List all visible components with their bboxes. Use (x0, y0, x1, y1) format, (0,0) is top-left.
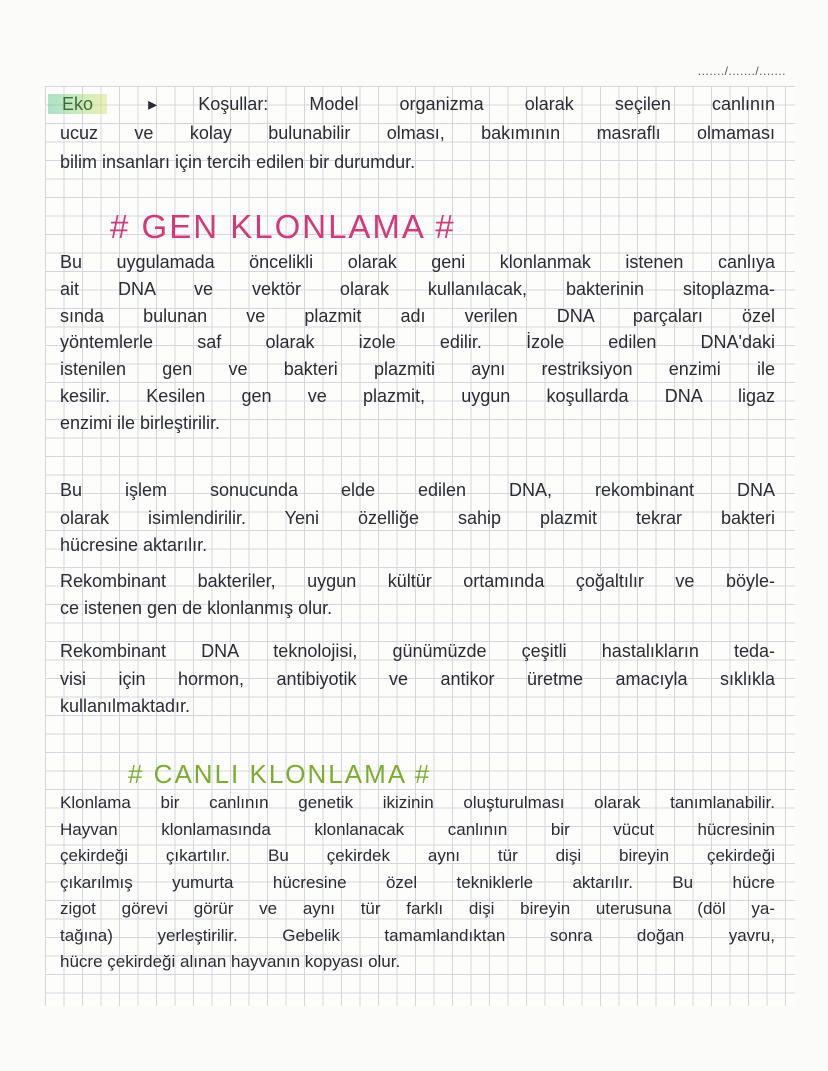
text-line: Hayvan klonlamasında klonlanacak canlının bir vücut hücresinin (60, 819, 775, 839)
date-field: ......./......./....... (697, 64, 786, 78)
paragraph-dna-technology-uses (60, 638, 775, 721)
paragraph-gene-cloning-process (60, 249, 775, 437)
heading-gene-cloning: # GEN KLONLAMA # (110, 208, 456, 245)
paragraph-organism-cloning (60, 790, 775, 976)
text-line: Rekombinant DNA teknolojisi, günümüzde çeşitli hastalıkların teda- (60, 641, 775, 661)
text-line: tağına) yerleştirilir. Gebelik tamamlandıktan sonra doğan yavru, (60, 925, 775, 945)
text-line: ucuz ve kolay bulunabilir olması, bakımının masraflı olmaması (60, 123, 775, 143)
text-line: Bu işlem sonucunda elde edilen DNA, rekombinant DNA (60, 480, 775, 500)
text-line: Eko ▸ Koşullar: Model organizma olarak seçilen canlının (60, 90, 775, 119)
text-line: Bu uygulamada öncelikli olarak geni klonlanmak istenen canlıya (60, 252, 775, 272)
text-line: zigot görevi görür ve aynı tür farklı dişi bireyin uterusuna (döl ya- (60, 899, 775, 918)
text-line: Rekombinant bakteriler, uygun kültür ortamında çoğaltılır ve böyle- (60, 571, 775, 591)
heading-organism-cloning: # CANLI KLONLAMA # (128, 759, 432, 789)
text-line: çıkarılmış yumurta hücresine özel tekniklerle aktarılır. Bu hücre (60, 872, 775, 892)
text-line: Klonlama bir canlının genetik ikizinin oluşturulması olarak tanımlanabilir. (60, 793, 775, 812)
text-line: bilim insanları için tercih edilen bir durumdur. (60, 152, 416, 172)
text-line: olarak isimlendirilir. Yeni özelliğe sahip plazmit tekrar bakteri (60, 507, 775, 528)
text-line: visi için hormon, antibiyotik ve antikor üretme amacıyla sıklıkla (60, 668, 775, 689)
text-line: sında bulunan ve plazmit adı verilen DNA parçaları özel (60, 305, 775, 326)
text-line: istenilen gen ve bakteri plazmiti aynı restriksiyon enzimi ile (60, 359, 775, 380)
text-line: ce istenen gen de klonlanmış olur. (60, 598, 333, 618)
text-line: hücresine aktarılır. (60, 535, 208, 555)
highlighted-word: Eko (48, 94, 107, 114)
paragraph-recombinant-bacteria (60, 568, 775, 622)
line-text: Koşullar: Model organizma olarak seçilen canlının (198, 94, 775, 114)
paragraph-recombinant-dna (60, 477, 775, 560)
text-line: kullanılmaktadır. (60, 696, 191, 716)
text-line: hücre çekirdeği alınan hayvanın kopyası olur. (60, 952, 401, 971)
text-line: ait DNA ve vektör olarak kullanılacak, bakterinin sitoplazma- (60, 278, 775, 299)
intro-paragraph (60, 90, 775, 177)
text-line: yöntemlerle saf olarak izole edilir. İzole edilen DNA'daki (60, 332, 775, 353)
text-line: çekirdeği çıkartılır. Bu çekirdek aynı tür dişi bireyin çekirdeği (60, 846, 775, 865)
text-line: kesilir. Kesilen gen ve plazmit, uygun koşullarda DNA ligaz (60, 385, 775, 406)
text-line: enzimi ile birleştirilir. (60, 412, 221, 433)
